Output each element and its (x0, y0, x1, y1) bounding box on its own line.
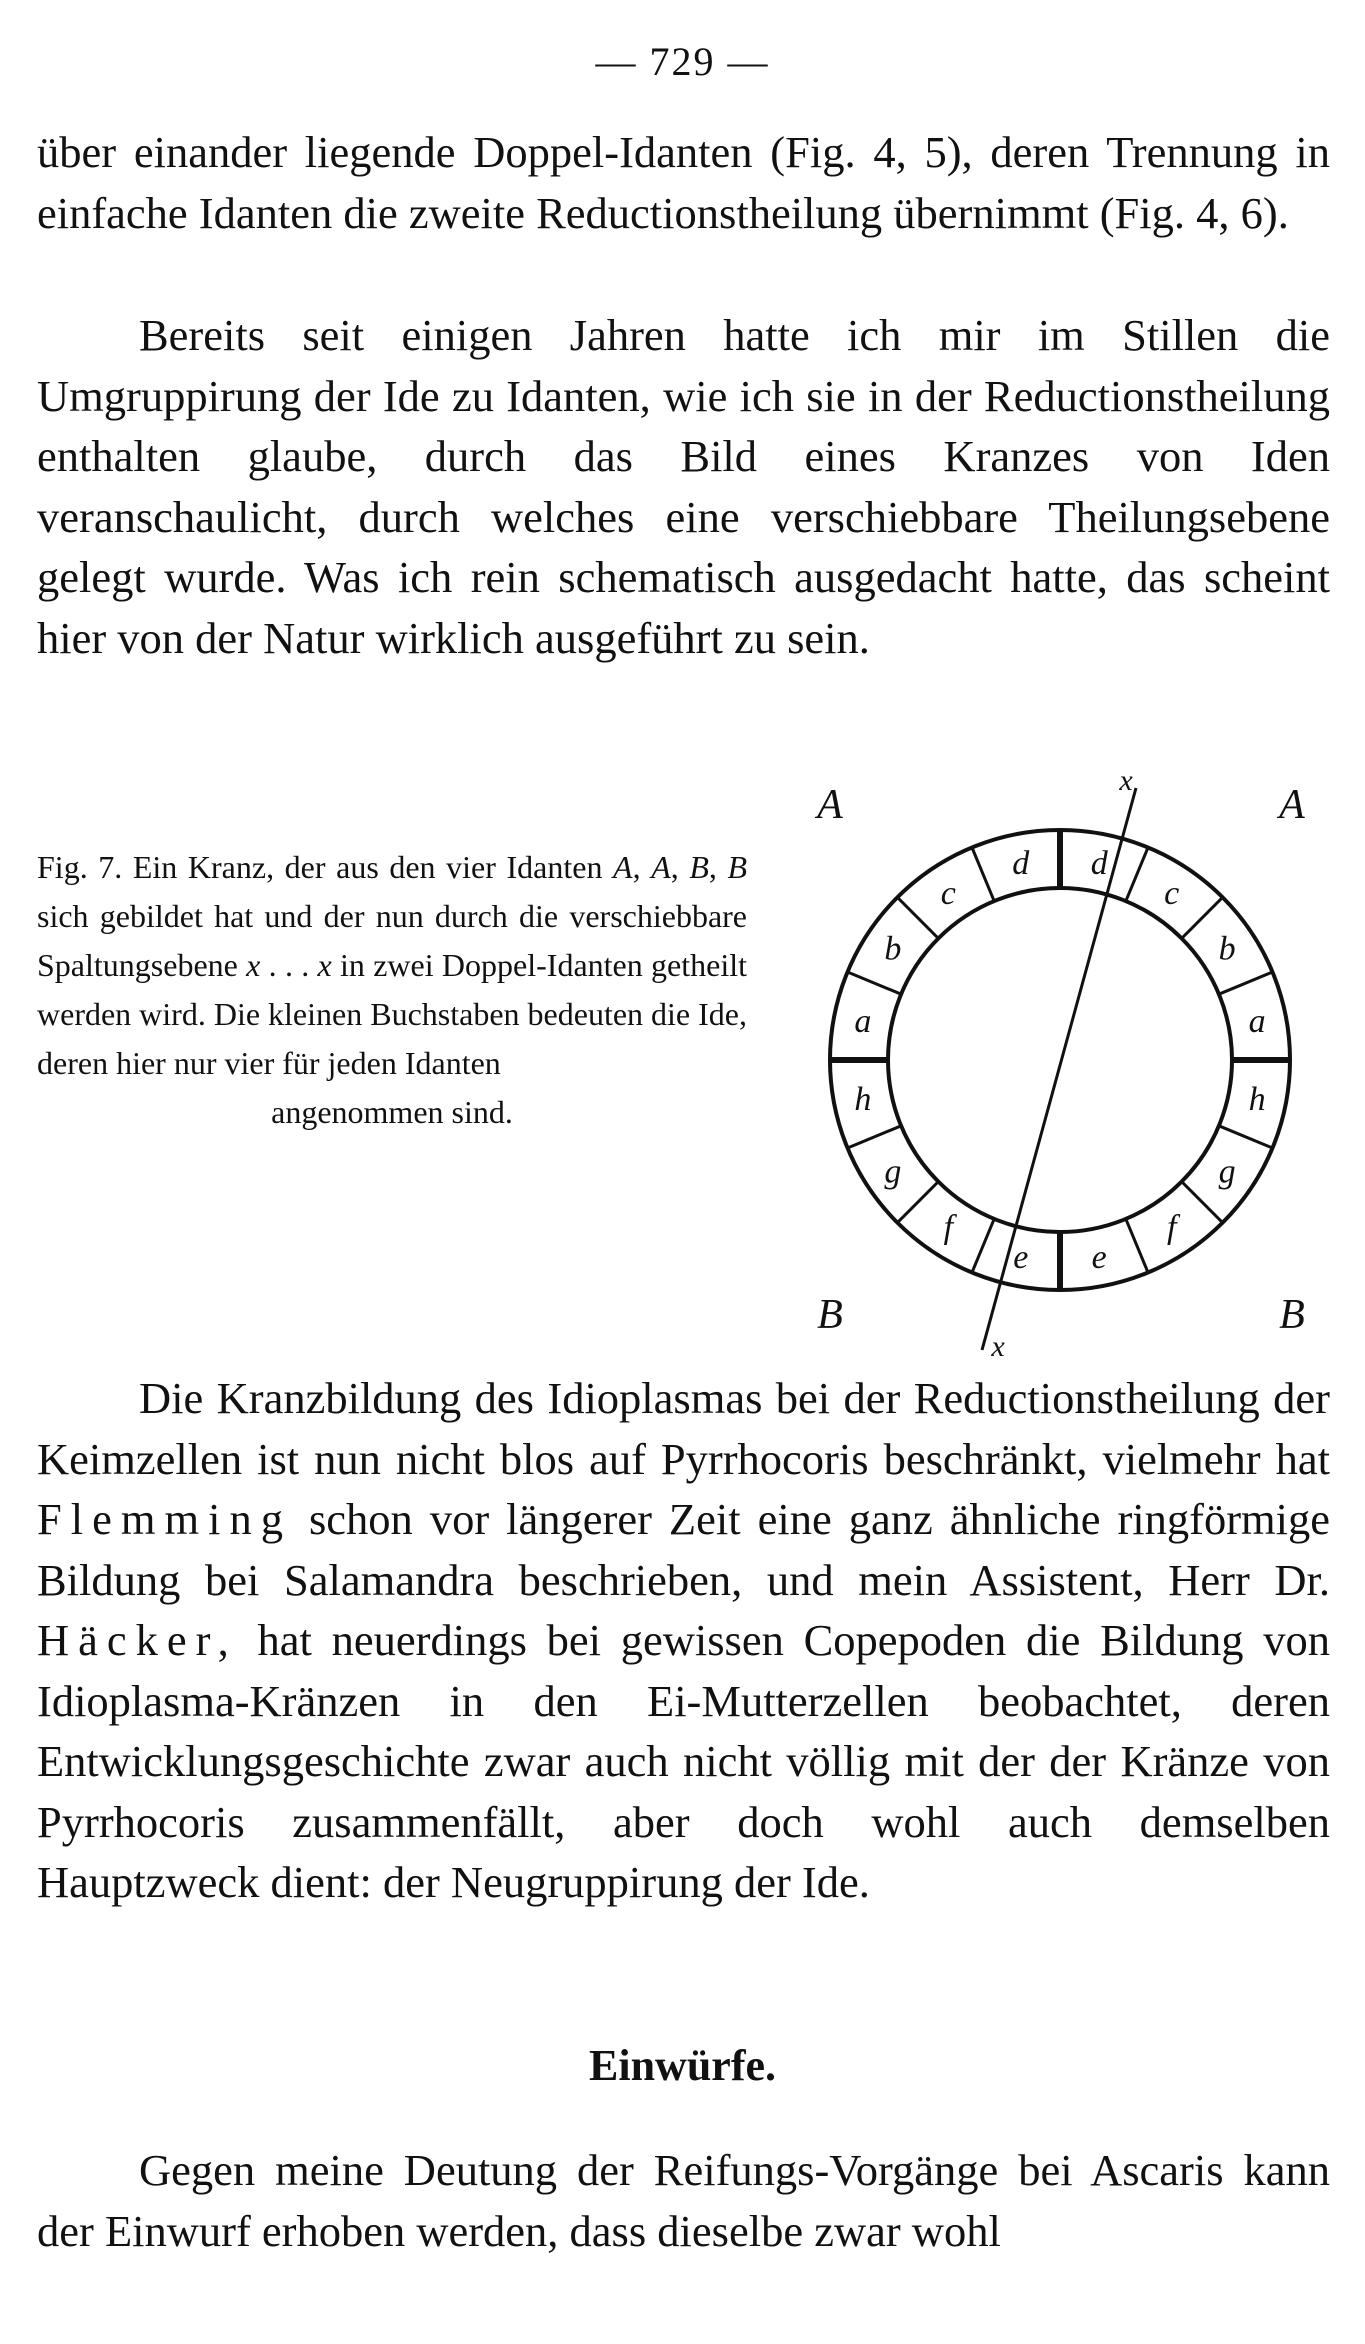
ring-segment-label-left: e (1013, 1239, 1029, 1277)
caption-sep-3: , (708, 849, 717, 885)
ring-divider (1219, 1126, 1273, 1148)
caption-var-b2: B (727, 849, 748, 885)
ring-diagram (830, 788, 1290, 1350)
ring-divider (1126, 1219, 1148, 1273)
idant-label: A (817, 782, 843, 828)
ring-divider (1182, 1182, 1223, 1223)
ring-segment-label-right: f (1166, 1209, 1177, 1247)
ring-divider (1126, 848, 1148, 902)
ring-segment-label-left: c (940, 874, 956, 912)
ring-segment-label-right: g (1218, 1153, 1236, 1191)
paragraph-4: Gegen meine Deutung der Reifungs-Vorgänge bei Ascaris kann der Einwurf erhoben werden, dass dieselbe zwar wohl (37, 2145, 1330, 2256)
ring-divider (1219, 972, 1273, 994)
ring-divider (897, 1182, 938, 1223)
ring-segment-label-left: d (1012, 844, 1030, 882)
ring-segment-label-right: e (1091, 1239, 1107, 1277)
ring-segment-label-right: c (1164, 874, 1180, 912)
ring-segment-label-right: h (1248, 1081, 1266, 1119)
caption-text-1: Fig. 7. Ein Kranz, der aus den vier Idanten (37, 849, 603, 885)
idant-label: A (1279, 782, 1305, 828)
caption-sep-1: , (632, 849, 641, 885)
idant-label: B (1279, 1292, 1305, 1338)
paragraph-3-text-b: schon vor längerer Zeit eine ganz ähnliche ringförmige Bildung bei Salamandra beschrieben, und mein Assistent, Herr Dr. (37, 1494, 1331, 1605)
caption-dots: . . . (268, 947, 310, 983)
ring-segment-label-left: g (884, 1153, 902, 1191)
author-name-haecker: Häcker, (37, 1615, 238, 1665)
idant-label: B (817, 1292, 843, 1338)
paragraph-2: Bereits seit einigen Jahren hatte ich mir im Stillen die Umgruppirung der Ide zu Idanten, wie ich sie in der Reductionstheilung enthalten glaube, durch das Bild eines Kranzes von Iden veranschaulicht, durch welches eine verschiebbare Theilungsebene gelegt wurde. Was ich rein schematisch ausgedacht hatte, das scheint hier von der Natur wirklich ausgeführt zu sein. (37, 310, 1330, 663)
ring-divider (972, 1219, 994, 1273)
paragraph-3-text-c: hat neuerdings bei gewissen Copepoden die Bildung von Idioplasma-Kränzen in den Ei-Mutterzellen beobachtet, deren Entwicklungsgeschichte zwar auch nicht völlig mit der der Kränze von Pyrrhocoris zusammenfällt, aber doch wohl auch demselben Hauptzweck dient: der Neugruppirung der Ide. (37, 1615, 1330, 1907)
ring-divider (848, 1126, 902, 1148)
ring-segment-label-left: a (854, 1002, 872, 1040)
ring-divider (897, 897, 938, 938)
figure-caption (37, 843, 747, 1137)
ring-divider (972, 848, 994, 902)
plane-label-bottom: x (991, 1330, 1005, 1360)
ring-segment-label-right: a (1248, 1002, 1266, 1040)
section-heading: Einwürfe. (589, 2041, 776, 2090)
paragraph-3 (37, 1368, 1330, 1913)
author-name-flemming: Flemming (37, 1494, 292, 1544)
ring-segment-label-left: b (884, 930, 902, 968)
caption-sep-2: , (670, 849, 679, 885)
ring-divider (848, 972, 902, 994)
page-number: — 729 — (595, 39, 770, 84)
ring-divider (1182, 897, 1223, 938)
plane-label-top: x (1119, 764, 1133, 797)
ring-segment-label-left: h (854, 1081, 872, 1119)
caption-text-4: angenommen sind. (271, 1094, 513, 1130)
caption-var-x1: x (246, 947, 261, 983)
ring-figure (800, 760, 1320, 1360)
caption-var-b1: B (689, 849, 709, 885)
caption-text-2: sich gebildet hat und der nun durch die verschiebbare Spaltungsebene (37, 898, 747, 983)
caption-var-a2: A (651, 849, 671, 885)
ring-segment-label-right: d (1090, 844, 1108, 882)
paragraph-1: über einander liegende Doppel-Idanten (Fig. 4, 5), deren Trennung in einfache Idanten die zweite Reductionstheilung übernimmt (Fig. 4, 6). (37, 127, 1330, 238)
ring-segment-label-left: f (943, 1209, 954, 1247)
caption-var-a1: A (613, 849, 633, 885)
caption-text-3: in zwei Doppel-Idanten getheilt werden wird. Die kleinen Buchstaben bedeuten die Ide, deren hier nur vier für jeden Idanten (37, 947, 747, 1081)
caption-var-x2: x (317, 947, 332, 983)
ring-segment-label-right: b (1218, 930, 1236, 968)
paragraph-3-text-a: Die Kranzbildung des Idioplasmas bei der Reductionstheilung der Keimzellen ist nun nicht blos auf Pyrrhocoris beschränkt, vielmehr hat (37, 1373, 1330, 1484)
